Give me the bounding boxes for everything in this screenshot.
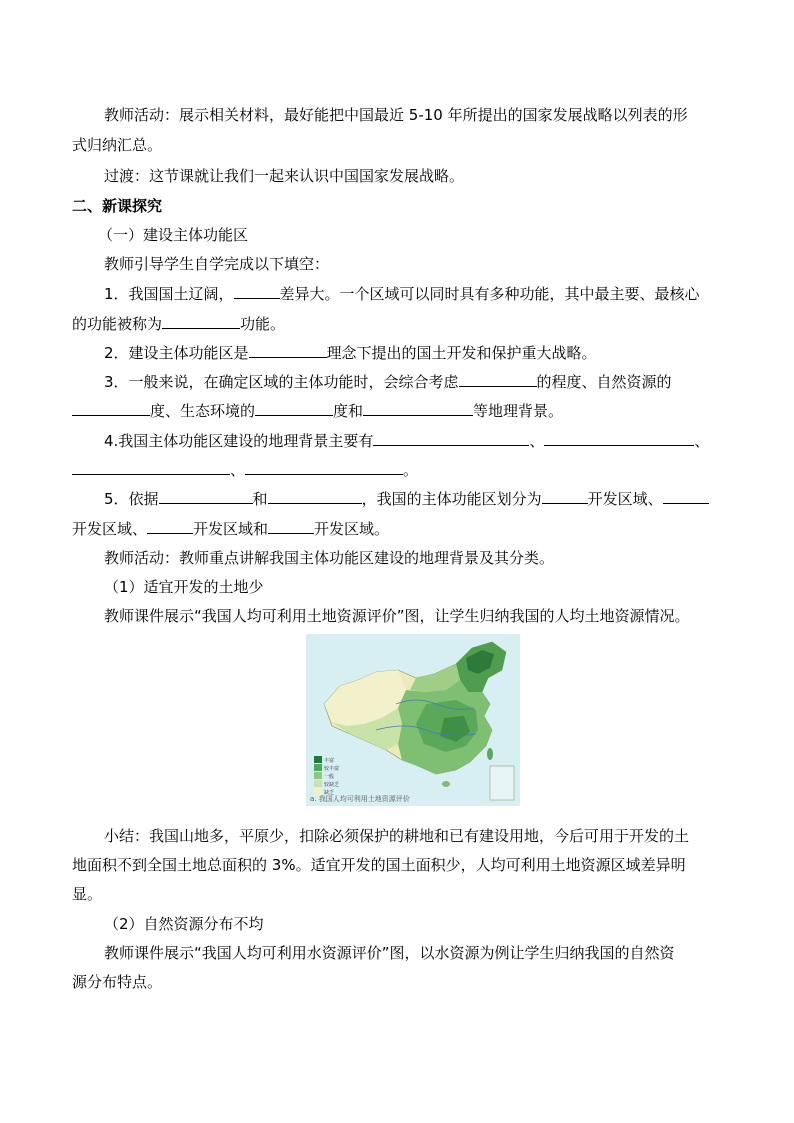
question-4-text-d: 、	[230, 461, 246, 479]
blank-field[interactable]	[268, 519, 314, 534]
question-2-text-a: 2．建设主体功能区是	[104, 344, 249, 362]
blank-field[interactable]	[544, 431, 694, 446]
paragraph-water-map: 教师课件展示“我国人均可利用水资源评价”图，以水资源为例让学生归纳我国的自然资	[104, 944, 675, 962]
land-resource-map-figure	[306, 634, 520, 806]
question-4-line-2	[72, 460, 418, 480]
legend-label: 较缺乏	[324, 782, 340, 788]
section-heading: 二、新课探究	[72, 197, 163, 215]
paragraph-instruction: 教师引导学生自学完成以下填空：	[104, 255, 330, 273]
question-4-text-b: 、	[529, 432, 545, 450]
question-1-text-a: 1．我国国土辽阔，	[104, 285, 234, 303]
paragraph-teacher-activity: 教师活动：展示相关材料，最好能把中国最近 5-10 年所提出的国家发展战略以列表的形	[104, 106, 688, 124]
question-5-text-d: 开发区域、	[587, 490, 663, 508]
question-3-text-c: 度、生态环境的	[150, 402, 256, 420]
blank-field[interactable]	[162, 314, 240, 329]
legend-swatch	[314, 764, 322, 771]
question-3-text-e: 等地理背景。	[473, 402, 564, 420]
paragraph-water-map-cont: 源分布特点。	[72, 973, 163, 991]
paragraph-teacher-activity-2: 教师活动：教师重点讲解我国主体功能区建设的地理背景及其分类。	[104, 549, 555, 567]
question-4-text-a: 4.我国主体功能区建设的地理背景主要有	[104, 432, 374, 450]
question-1-text-b: 差异大。一个区域可以同时具有多种功能，其中最主要、最核心	[279, 285, 700, 303]
legend-swatch	[314, 780, 322, 787]
question-3-text-b: 的程度、自然资源的	[536, 373, 672, 391]
blank-field[interactable]	[459, 372, 537, 387]
question-3-text-d: 度和	[333, 402, 364, 420]
legend-swatch	[314, 772, 322, 779]
blank-field[interactable]	[245, 460, 403, 475]
blank-field[interactable]	[72, 460, 230, 475]
question-5-text-c: ，我国的主体功能区划分为	[361, 490, 542, 508]
legend-label: 丰富	[324, 758, 335, 764]
question-3-line-2	[72, 401, 563, 421]
blank-field[interactable]	[147, 519, 193, 534]
blank-field[interactable]	[363, 401, 473, 416]
question-5-text-e: 开发区域、	[72, 520, 148, 538]
question-4-line-1	[104, 431, 709, 451]
summary-line-2: 地面积不到全国土地总面积的 3%。适宜开发的国土面积少，人均可利用土地资源区域差异明	[72, 856, 686, 874]
blank-field[interactable]	[255, 401, 333, 416]
question-4-text-e: 。	[403, 461, 419, 479]
question-5-text-b: 和	[252, 490, 268, 508]
blank-field[interactable]	[159, 489, 253, 504]
legend-label: 较丰富	[324, 766, 340, 772]
paragraph-teacher-activity-cont: 式归纳汇总。	[72, 136, 163, 154]
summary-line-1: 小结：我国山地多，平原少，扣除必须保护的耕地和已有建设用地，今后可用于开发的土	[104, 827, 690, 845]
question-2	[104, 343, 597, 363]
legend-label: 一般	[324, 774, 335, 780]
question-1-line-1	[104, 284, 700, 304]
figure-caption: a. 我国人均可利用土地资源评价	[310, 795, 410, 803]
question-5-line-1	[104, 489, 709, 509]
question-5-line-2	[72, 519, 389, 539]
question-1-text-c: 的功能被称为	[72, 315, 163, 333]
question-2-text-b: 理念下提出的国土开发和保护重大战略。	[326, 344, 597, 362]
summary-line-3: 显。	[72, 885, 103, 903]
blank-field[interactable]	[268, 489, 362, 504]
blank-field[interactable]	[249, 343, 327, 358]
blank-field[interactable]	[542, 489, 588, 504]
legend-label: 缺乏	[324, 790, 335, 796]
question-3-text-a: 3．一般来说，在确定区域的主体功能时，会综合考虑	[104, 373, 459, 391]
question-1-line-2	[72, 314, 285, 334]
china-map-image	[306, 634, 520, 806]
question-5-text-a: 5．依据	[104, 490, 159, 508]
question-4-text-c: 、	[694, 432, 710, 450]
blank-field[interactable]	[663, 489, 709, 504]
paragraph-land-map: 教师课件展示“我国人均可利用土地资源评价”图，让学生归纳我国的人均土地资源情况。	[104, 607, 690, 625]
question-5-text-g: 开发区域。	[314, 520, 390, 538]
blank-field[interactable]	[234, 284, 280, 299]
paragraph-transition: 过渡：这节课就让我们一起来认识中国国家发展战略。	[104, 167, 465, 185]
blank-field[interactable]	[373, 431, 529, 446]
subheading-land: （1）适宜开发的土地少	[104, 578, 264, 596]
subheading-resources: （2）自然资源分布不均	[104, 915, 264, 933]
question-5-text-f: 开发区域和	[193, 520, 269, 538]
subsection-heading: （一）建设主体功能区	[98, 226, 249, 244]
legend-swatch	[314, 756, 322, 763]
question-3-line-1	[104, 372, 672, 392]
blank-field[interactable]	[72, 401, 150, 416]
question-1-text-d: 功能。	[240, 315, 286, 333]
